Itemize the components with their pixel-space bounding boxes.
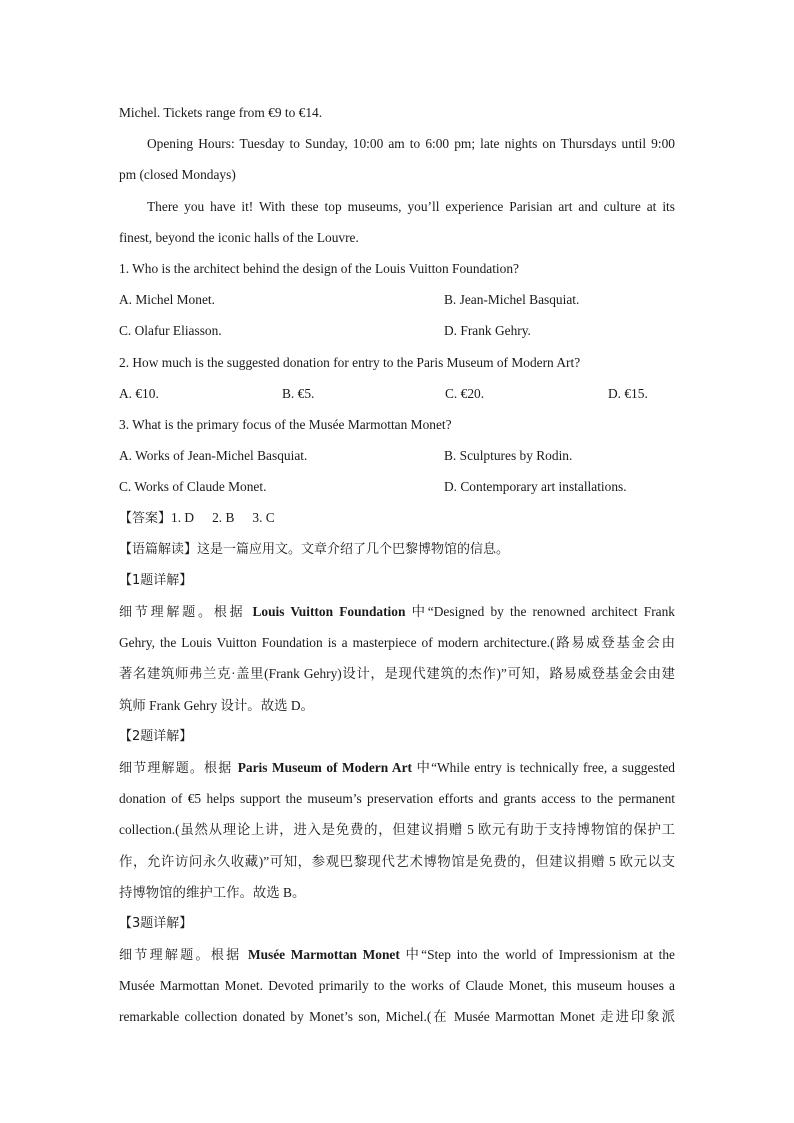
question-3-options-row-1 xyxy=(119,440,675,471)
answer-1: 1. D xyxy=(171,510,195,526)
detail-3-museum-name: Musée Marmottan Monet xyxy=(247,947,400,963)
question-1-option-c: C. Olafur Eliasson. xyxy=(119,323,222,339)
passage-line: Michel. Tickets range from €9 to €14. xyxy=(119,105,323,120)
detail-1-prefix: 细节理解题。根据 xyxy=(119,605,253,620)
question-1-option-b: B. Jean-Michel Basquiat. xyxy=(444,292,580,308)
detail-2-line-2: donation of €5 helps support the museum’s preservation efforts and grants access to the permanent xyxy=(119,791,675,807)
question-3-stem: 3. What is the primary focus of the Musée Marmottan Monet? xyxy=(119,416,452,432)
detail-2-quote-start: 中“While entry is technically free, a suggested xyxy=(412,759,675,775)
detail-2-line-5: 持博物馆的维护工作。故选 B。 xyxy=(119,884,306,900)
question-3-option-a: A. Works of Jean-Michel Basquiat. xyxy=(119,448,308,464)
detail-1-line-4: 筑师 Frank Gehry 设计。故选 D。 xyxy=(119,697,314,713)
overview-line xyxy=(119,534,675,565)
question-2-option-c: C. €20. xyxy=(445,385,485,401)
detail-3-quote-start: 中“Step into the world of Impressionism at the xyxy=(399,947,675,963)
conclusion-line-2: finest, beyond the iconic halls of the Louvre. xyxy=(119,229,359,245)
detail-2-line-3: collection.(虽然从理论上讲，进入是免费的，但建议捐赠 5 欧元有助于支持博物馆的保护工 xyxy=(119,822,675,838)
detail-3-prefix: 细节理解题。根据 xyxy=(119,948,248,964)
detail-1-line-2: Gehry, the Louis Vuitton Foundation is a masterpiece of modern architecture.(路易威登基金会由 xyxy=(119,635,675,651)
question-1-options-row-2 xyxy=(119,315,675,346)
question-2-option-b: B. €5. xyxy=(282,385,315,401)
detail-2-line-1 xyxy=(119,752,675,783)
detail-3-heading: 【3题详解】 xyxy=(119,915,193,931)
detail-3-line-2: Musée Marmottan Monet. Devoted primarily to the works of Claude Monet, this museum houses a xyxy=(119,978,675,994)
opening-hours-line-2: pm (closed Mondays) xyxy=(119,167,236,183)
detail-1-quote-start: 中“Designed by the renowned architect Frank xyxy=(405,604,675,619)
answer-2: 2. B xyxy=(212,510,235,526)
answer-3: 3. C xyxy=(252,510,275,526)
detail-2-museum-name: Paris Museum of Modern Art xyxy=(237,759,413,775)
overview-text: 这是一篇应用文。文章介绍了几个巴黎博物馆的信息。 xyxy=(197,541,510,557)
detail-1-line-3: 著名建筑师弗兰克·盖里(Frank Gehry)设计，是现代建筑的杰作)”可知，路易威登基金会由建 xyxy=(119,666,675,682)
question-3-option-b: B. Sculptures by Rodin. xyxy=(444,448,573,464)
detail-1-museum-name: Louis Vuitton Foundation xyxy=(252,604,406,619)
question-1-option-a: A. Michel Monet. xyxy=(119,292,215,308)
detail-1-line-1 xyxy=(119,596,675,627)
detail-2-prefix: 细节理解题。根据 xyxy=(119,760,238,776)
document-page xyxy=(119,97,675,1033)
conclusion-line-1: There you have it! With these top museums, you’ll experience Parisian art and culture at its xyxy=(147,198,675,214)
question-2-options-row xyxy=(119,378,675,409)
detail-3-line-1 xyxy=(119,939,675,970)
question-1-option-d: D. Frank Gehry. xyxy=(444,323,531,339)
opening-hours-line-1: Opening Hours: Tuesday to Sunday, 10:00 am to 6:00 pm; late nights on Thursdays until 9:00 xyxy=(147,136,675,152)
detail-1-heading: 【1题详解】 xyxy=(119,572,193,588)
detail-3-line-3: remarkable collection donated by Monet’s son, Michel.(在 Musée Marmottan Monet 走进印象派 xyxy=(119,1009,675,1025)
answer-line xyxy=(119,502,675,533)
question-2-option-a: A. €10. xyxy=(119,385,159,401)
question-3-options-row-2 xyxy=(119,471,675,502)
detail-2-line-4: 作，允许访问永久收藏)”可知，参观巴黎现代艺术博物馆是免费的，但建议捐赠 5 欧元以支 xyxy=(119,853,675,869)
question-1-stem: 1. Who is the architect behind the design of the Louis Vuitton Foundation? xyxy=(119,260,519,276)
question-2-option-d: D. €15. xyxy=(608,385,648,401)
overview-label: 【语篇解读】 xyxy=(119,541,198,557)
question-2-stem: 2. How much is the suggested donation for entry to the Paris Museum of Modern Art? xyxy=(119,354,581,370)
question-1-options-row-1 xyxy=(119,284,675,315)
answer-label: 【答案】 xyxy=(119,511,172,527)
question-3-option-c: C. Works of Claude Monet. xyxy=(119,479,267,495)
detail-2-heading: 【2题详解】 xyxy=(119,728,193,744)
question-3-option-d: D. Contemporary art installations. xyxy=(444,479,627,495)
